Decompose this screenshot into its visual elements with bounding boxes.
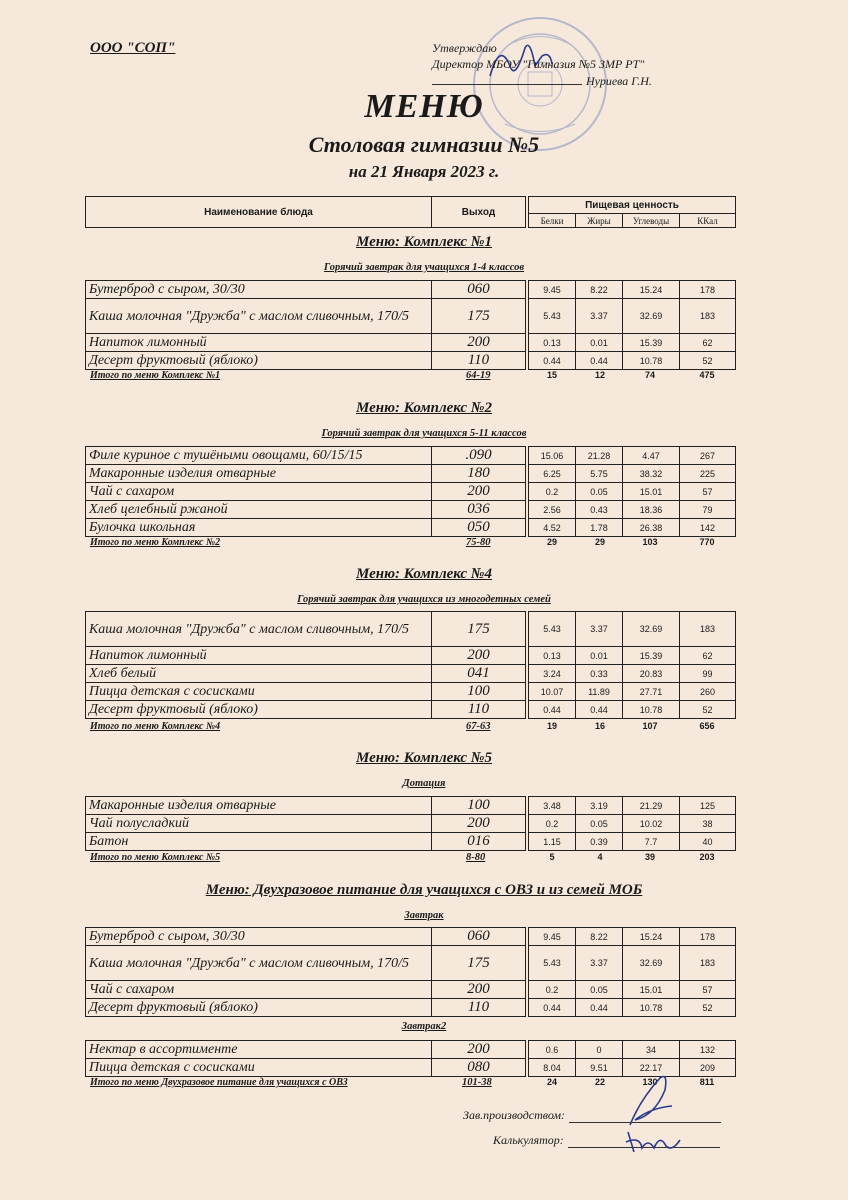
table-row — [86, 299, 736, 334]
table-row — [86, 647, 736, 665]
nutrition-value: 26.38 — [623, 519, 680, 537]
table-row — [86, 815, 736, 833]
nutrition-value: 3.37 — [576, 946, 623, 981]
nutrition-value: 52 — [680, 701, 736, 719]
dish-name: Бутерброд с сыром, 30/30 — [86, 281, 432, 299]
nutrition-value: 62 — [680, 334, 736, 352]
total-value: 103 — [642, 537, 658, 547]
table-row — [86, 501, 736, 519]
nutrition-value: 27.71 — [623, 683, 680, 701]
total-value: 74 — [644, 370, 655, 380]
total-value: 19 — [546, 721, 557, 731]
nutrition-value: 0.2 — [529, 483, 576, 501]
nutrition-value: 5.75 — [576, 465, 623, 483]
total-value: 5 — [549, 852, 555, 862]
nutrition-value: 52 — [680, 352, 736, 370]
dish-output: 110 — [432, 352, 526, 370]
nutrition-value: 52 — [680, 999, 736, 1017]
production-signature-icon — [610, 1070, 690, 1130]
dish-name: Пицца детская с сосисками — [86, 683, 432, 701]
dish-output: 175 — [432, 946, 526, 981]
nutrition-value: 57 — [680, 981, 736, 999]
signature-label: Калькулятор: — [493, 1133, 564, 1147]
approve-label: Утверждаю — [432, 41, 497, 55]
total-value: 811 — [699, 1077, 715, 1087]
section-title: Меню: Комплекс №2 — [356, 400, 492, 416]
nutrition-value: 15.39 — [623, 647, 680, 665]
nutrition-value: 4.47 — [623, 447, 680, 465]
nutrition-value: 9.51 — [576, 1059, 623, 1077]
nutrition-value: 132 — [680, 1041, 736, 1059]
nutrition-value: 9.45 — [529, 928, 576, 946]
total-value: 39 — [644, 852, 655, 862]
organization-name: ООО "СОП" — [90, 40, 176, 56]
table-row — [86, 334, 736, 352]
total-value: 24 — [546, 1077, 557, 1087]
table-row — [86, 519, 736, 537]
signature-label: Зав.производством: — [463, 1108, 566, 1122]
dish-output: 060 — [432, 281, 526, 299]
table-row — [86, 612, 736, 647]
nutrition-value: 15.39 — [623, 334, 680, 352]
nutrition-value: 0.13 — [529, 647, 576, 665]
dish-output: 180 — [432, 465, 526, 483]
menu-table — [85, 280, 736, 370]
dish-output: 200 — [432, 483, 526, 501]
header-nutrition: Пищевая ценность — [529, 197, 736, 214]
menu-table — [85, 927, 736, 1017]
table-row — [86, 665, 736, 683]
dish-name: Каша молочная "Дружба" с маслом сливочным, 170/5 — [86, 299, 432, 334]
table-row — [86, 981, 736, 999]
dish-name: Каша молочная "Дружба" с маслом сливочным, 170/5 — [86, 946, 432, 981]
dish-output: 200 — [432, 647, 526, 665]
nutrition-value: 38.32 — [623, 465, 680, 483]
dish-name: Пицца детская с сосисками — [86, 1059, 432, 1077]
total-value: 107 — [642, 721, 658, 731]
total-output: 64-19 — [466, 370, 491, 381]
subsection-title: Горячий завтрак для учащихся 5-11 классов — [321, 428, 527, 439]
table-row — [86, 483, 736, 501]
dish-output: 200 — [432, 1041, 526, 1059]
header-dish-name: Наименование блюда — [86, 197, 432, 228]
dish-name: Напиток лимонный — [86, 334, 432, 352]
nutrition-value: 5.43 — [529, 946, 576, 981]
nutrition-value: 15.24 — [623, 928, 680, 946]
dish-name: Хлеб целебный ржаной — [86, 501, 432, 519]
nutrition-value: 38 — [680, 815, 736, 833]
dish-name: Булочка школьная — [86, 519, 432, 537]
nutrition-value: 10.78 — [623, 352, 680, 370]
nutrition-value: 0.05 — [576, 981, 623, 999]
nutrition-value: 0.01 — [576, 334, 623, 352]
nutrition-value: 125 — [680, 797, 736, 815]
section-title: Меню: Комплекс №4 — [356, 566, 492, 582]
nutrition-value: 178 — [680, 281, 736, 299]
dish-name: Филе куриное с тушёными овощами, 60/15/15 — [86, 447, 432, 465]
table-row — [86, 946, 736, 981]
menu-title: МЕНЮ — [364, 88, 484, 125]
total-value: 475 — [699, 370, 715, 380]
total-label: Итого по меню Комплекс №5 — [90, 852, 221, 863]
nutrition-value: 20.83 — [623, 665, 680, 683]
section-title: Меню: Комплекс №5 — [356, 750, 492, 766]
table-row — [86, 465, 736, 483]
nutrition-value: 8.22 — [576, 928, 623, 946]
nutrition-value: 3.19 — [576, 797, 623, 815]
nutrition-value: 0.13 — [529, 334, 576, 352]
nutrition-value: 0.2 — [529, 815, 576, 833]
nutrition-value: 225 — [680, 465, 736, 483]
director-title: Директор МБОУ "Гимназия №5 ЗМР РТ" — [432, 57, 645, 71]
table-header — [85, 196, 736, 228]
table-row — [86, 352, 736, 370]
dish-name: Чай с сахаром — [86, 981, 432, 999]
header-output: Выход — [432, 197, 526, 228]
nutrition-value: 34 — [623, 1041, 680, 1059]
nutrition-value: 0.2 — [529, 981, 576, 999]
dish-output: 100 — [432, 797, 526, 815]
dish-name: Бутерброд с сыром, 30/30 — [86, 928, 432, 946]
nutrition-value: 9.45 — [529, 281, 576, 299]
nutrition-value: 7.7 — [623, 833, 680, 851]
dish-name: Десерт фруктовый (яблоко) — [86, 352, 432, 370]
total-output: 75-80 — [466, 537, 491, 548]
menu-table — [85, 796, 736, 851]
menu-table — [85, 611, 736, 719]
table-row — [86, 1041, 736, 1059]
dish-name: Чай с сахаром — [86, 483, 432, 501]
nutrition-value: 3.37 — [576, 612, 623, 647]
nutrition-value: 0.44 — [529, 701, 576, 719]
nutrition-value: 183 — [680, 946, 736, 981]
header-proteins: Белки — [529, 214, 576, 228]
nutrition-value: 1.78 — [576, 519, 623, 537]
nutrition-value: 0.39 — [576, 833, 623, 851]
approval-block — [432, 40, 652, 89]
nutrition-value: 8.04 — [529, 1059, 576, 1077]
dish-output: 041 — [432, 665, 526, 683]
table-row — [86, 701, 736, 719]
section-total — [90, 852, 740, 866]
nutrition-value: 3.24 — [529, 665, 576, 683]
nutrition-value: 0.05 — [576, 815, 623, 833]
total-label: Итого по меню Комплекс №4 — [90, 721, 221, 732]
total-value: 656 — [699, 721, 715, 731]
dish-output: 060 — [432, 928, 526, 946]
dish-output: 200 — [432, 815, 526, 833]
nutrition-value: 15.24 — [623, 281, 680, 299]
nutrition-value: 209 — [680, 1059, 736, 1077]
total-value: 16 — [594, 721, 605, 731]
total-value: 29 — [546, 537, 557, 547]
table-row — [86, 447, 736, 465]
total-value: 770 — [699, 537, 715, 547]
nutrition-value: 0.44 — [576, 999, 623, 1017]
nutrition-value: 0.44 — [576, 701, 623, 719]
dish-output: 110 — [432, 701, 526, 719]
nutrition-value: 5.43 — [529, 612, 576, 647]
table-row — [86, 797, 736, 815]
section-total — [90, 370, 740, 384]
section-total — [90, 721, 740, 735]
nutrition-value: 183 — [680, 612, 736, 647]
nutrition-value: 2.56 — [529, 501, 576, 519]
nutrition-value: 5.43 — [529, 299, 576, 334]
total-label: Итого по меню Комплекс №2 — [90, 537, 221, 548]
table-row — [86, 683, 736, 701]
nutrition-value: 32.69 — [623, 299, 680, 334]
total-label: Итого по меню Двухразовое питание для учащихся с ОВЗ — [90, 1077, 348, 1088]
nutrition-value: 6.25 — [529, 465, 576, 483]
calculator-signature-icon — [620, 1122, 690, 1158]
dish-output: 175 — [432, 299, 526, 334]
dish-name: Батон — [86, 833, 432, 851]
header-kcal: ККал — [680, 214, 736, 228]
total-value: 4 — [597, 852, 603, 862]
nutrition-value: 10.78 — [623, 701, 680, 719]
total-output: 101-38 — [462, 1077, 492, 1088]
dish-name: Десерт фруктовый (яблоко) — [86, 999, 432, 1017]
nutrition-value: 62 — [680, 647, 736, 665]
nutrition-value: 3.48 — [529, 797, 576, 815]
nutrition-value: 0.05 — [576, 483, 623, 501]
subsection-title: Горячий завтрак для учащихся из многодетных семей — [297, 594, 551, 605]
nutrition-value: 8.22 — [576, 281, 623, 299]
nutrition-value: 0.44 — [576, 352, 623, 370]
header-carbs: Углеводы — [623, 214, 680, 228]
nutrition-value: 1.15 — [529, 833, 576, 851]
total-output: 67-63 — [466, 721, 491, 732]
total-value: 12 — [594, 370, 605, 380]
dish-name: Чай полусладкий — [86, 815, 432, 833]
nutrition-value: 40 — [680, 833, 736, 851]
table-row — [86, 833, 736, 851]
subsection-title: Дотация — [402, 778, 446, 789]
nutrition-value: 0.44 — [529, 999, 576, 1017]
nutrition-value: 21.29 — [623, 797, 680, 815]
total-output: 8-80 — [466, 852, 486, 863]
director-sign-line — [432, 72, 582, 85]
dish-output: 175 — [432, 612, 526, 647]
dish-name: Нектар в ассортименте — [86, 1041, 432, 1059]
total-value: 15 — [546, 370, 557, 380]
header-fats: Жиры — [576, 214, 623, 228]
dish-output: 016 — [432, 833, 526, 851]
menu-subtitle: Столовая гимназии №5 — [308, 132, 540, 157]
nutrition-value: 10.07 — [529, 683, 576, 701]
dish-name: Макаронные изделия отварные — [86, 465, 432, 483]
subsection-title: Завтрак2 — [401, 1021, 447, 1032]
dish-name: Каша молочная "Дружба" с маслом сливочным, 170/5 — [86, 612, 432, 647]
nutrition-value: 57 — [680, 483, 736, 501]
nutrition-value: 18.36 — [623, 501, 680, 519]
nutrition-value: 142 — [680, 519, 736, 537]
menu-table — [85, 446, 736, 537]
table-row — [86, 928, 736, 946]
nutrition-value: 0.44 — [529, 352, 576, 370]
subsection-title: Горячий завтрак для учащихся 1-4 классов — [323, 262, 525, 273]
nutrition-value: 10.02 — [623, 815, 680, 833]
dish-name: Напиток лимонный — [86, 647, 432, 665]
nutrition-value: 15.01 — [623, 981, 680, 999]
dish-output: 110 — [432, 999, 526, 1017]
dish-output: 080 — [432, 1059, 526, 1077]
nutrition-value: 15.01 — [623, 483, 680, 501]
nutrition-value: 15.06 — [529, 447, 576, 465]
dish-output: 200 — [432, 334, 526, 352]
nutrition-value: 32.69 — [623, 946, 680, 981]
dish-name: Хлеб белый — [86, 665, 432, 683]
nutrition-value: 267 — [680, 447, 736, 465]
total-value: 22 — [594, 1077, 605, 1087]
nutrition-value: 260 — [680, 683, 736, 701]
nutrition-value: 3.37 — [576, 299, 623, 334]
nutrition-value: 178 — [680, 928, 736, 946]
total-label: Итого по меню Комплекс №1 — [90, 370, 221, 381]
nutrition-value: 183 — [680, 299, 736, 334]
director-name: Нуриева Г.Н. — [586, 74, 652, 88]
dish-output: 050 — [432, 519, 526, 537]
dish-output: 100 — [432, 683, 526, 701]
nutrition-value: 0.33 — [576, 665, 623, 683]
nutrition-value: 0 — [576, 1041, 623, 1059]
nutrition-value: 4.52 — [529, 519, 576, 537]
total-value: 130 — [642, 1077, 658, 1087]
nutrition-value: 0.6 — [529, 1041, 576, 1059]
nutrition-value: 99 — [680, 665, 736, 683]
dish-output: 036 — [432, 501, 526, 519]
section-total — [90, 537, 740, 551]
nutrition-value: 22.17 — [623, 1059, 680, 1077]
table-row — [86, 999, 736, 1017]
dish-name: Десерт фруктовый (яблоко) — [86, 701, 432, 719]
section-title: Меню: Двухразовое питание для учащихся с ОВЗ и из семей МОБ — [205, 882, 643, 898]
dish-output: 200 — [432, 981, 526, 999]
nutrition-value: 11.89 — [576, 683, 623, 701]
nutrition-value: 79 — [680, 501, 736, 519]
nutrition-value: 32.69 — [623, 612, 680, 647]
dish-name: Макаронные изделия отварные — [86, 797, 432, 815]
nutrition-value: 0.01 — [576, 647, 623, 665]
nutrition-value: 10.78 — [623, 999, 680, 1017]
menu-date: на 21 Января 2023 г. — [348, 162, 500, 181]
subsection-title: Завтрак — [404, 910, 444, 921]
section-title: Меню: Комплекс №1 — [356, 234, 492, 250]
nutrition-value: 0.43 — [576, 501, 623, 519]
dish-output: .090 — [432, 447, 526, 465]
total-value: 203 — [699, 852, 715, 862]
nutrition-value: 21.28 — [576, 447, 623, 465]
total-value: 29 — [594, 537, 605, 547]
table-row — [86, 281, 736, 299]
